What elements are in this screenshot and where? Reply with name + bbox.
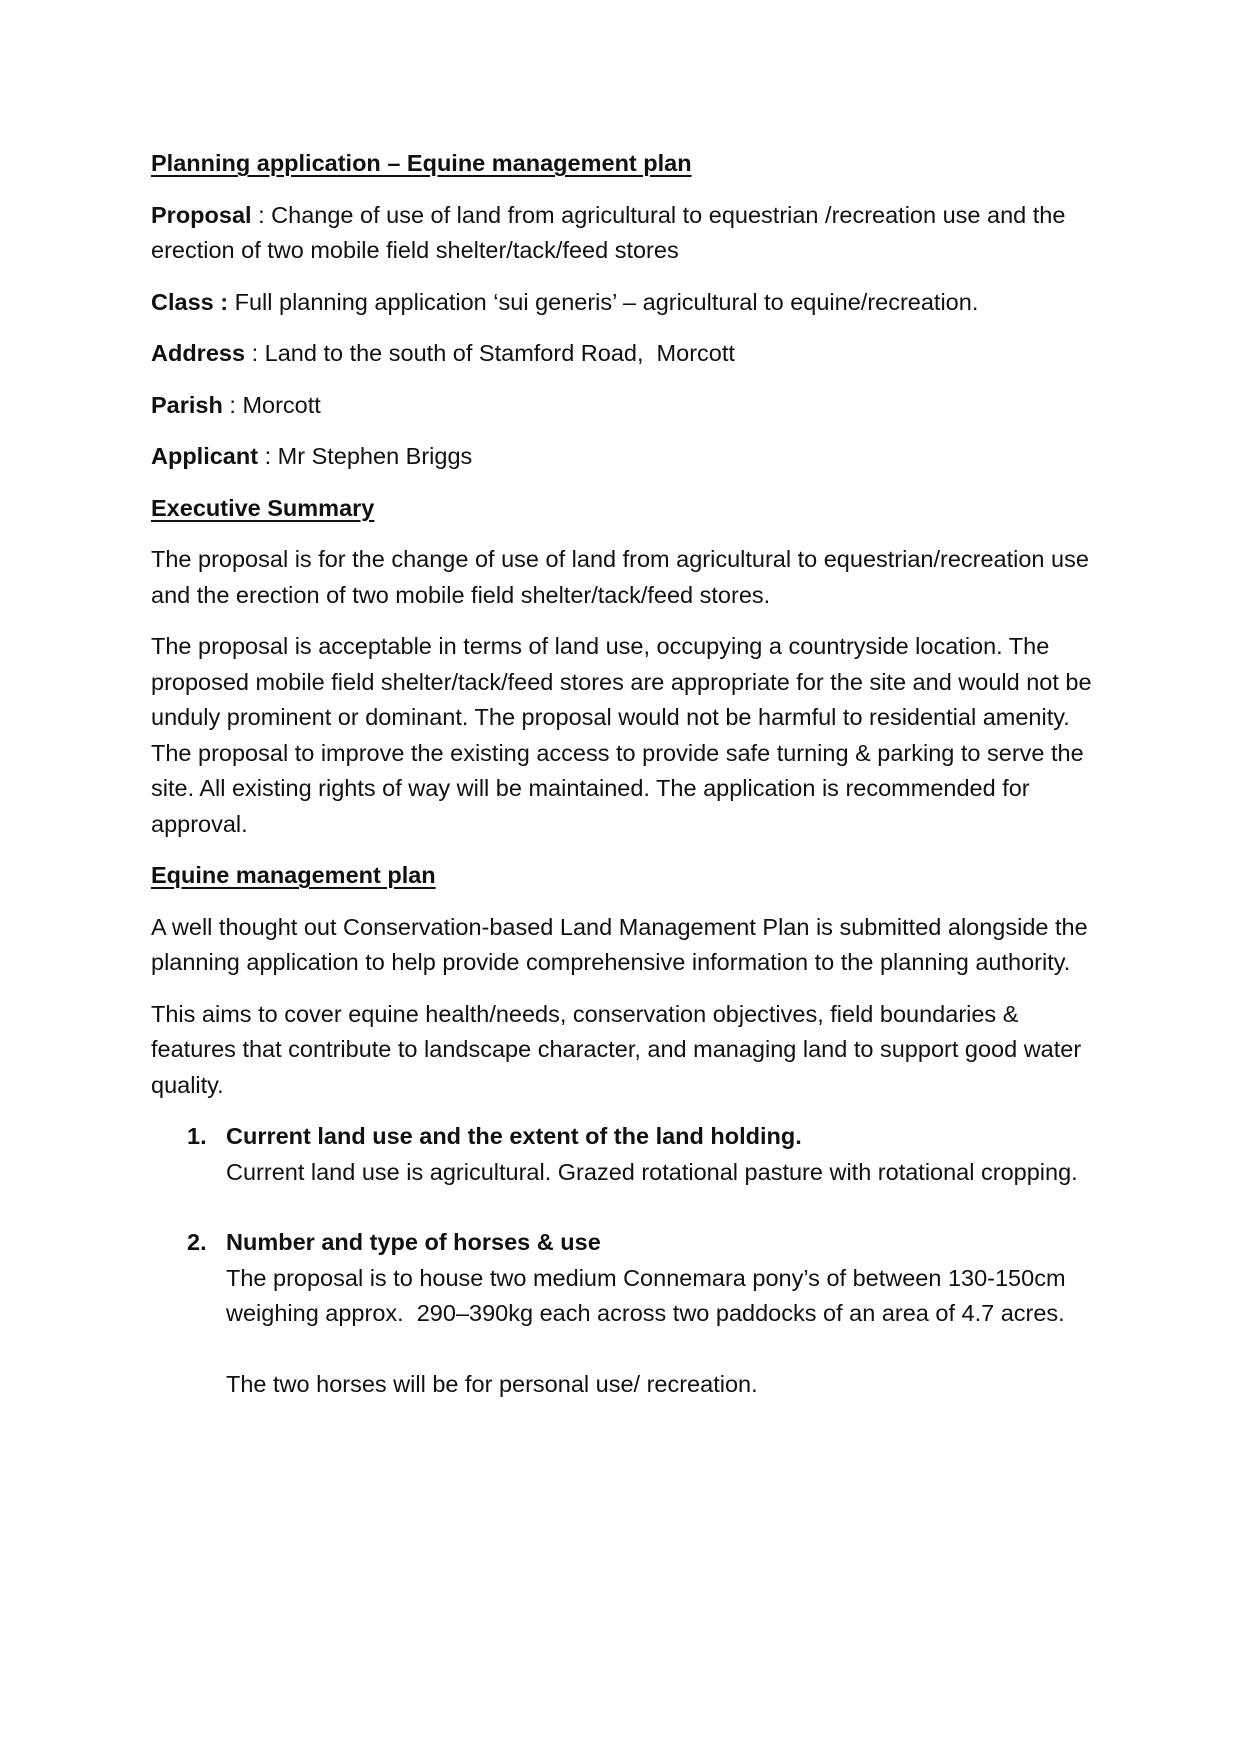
field-address [151, 336, 1096, 372]
field-label: Proposal [151, 201, 252, 228]
field-label: Address [151, 340, 246, 366]
field-value: Change of use of land from agricultural to equestrian /recreation use and the erection of two mobile field shelter/tack/feed stores [151, 201, 1066, 263]
field-separator: : [245, 340, 265, 366]
field-value: Morcott [242, 391, 321, 418]
executive-summary-paragraph: The proposal is for the change of use of land from agricultural to equestrian/recreation use and the erection of two mobile field shelter/tack/feed stores. [151, 546, 1089, 608]
list-item-text: The proposal is to house two medium Connemara pony’s of between 130-150cm weighing approx. 290–390kg each across two paddocks of an area of 4.7 acres. [226, 1264, 1073, 1326]
field-parish [151, 388, 1096, 424]
list-item-number: 2. [187, 1229, 207, 1255]
field-separator: : [251, 201, 272, 228]
field-label: Applicant [151, 443, 259, 469]
executive-summary-heading [151, 491, 1096, 527]
field-class [151, 285, 1096, 321]
list-item [151, 1225, 1096, 1402]
field-separator: : [258, 443, 278, 469]
list-item-title: Current land use and the extent of the land holding. [226, 1123, 802, 1149]
document-title [151, 146, 1096, 182]
field-label: Class : [151, 288, 229, 315]
field-value: Land to the south of Stamford Road, Morcott [264, 340, 735, 366]
list-item-number: 1. [187, 1123, 207, 1149]
field-label: Parish [151, 391, 223, 418]
list-item-extra-text: The two horses will be for personal use/ recreation. [226, 1370, 758, 1397]
numbered-list [151, 1119, 1096, 1402]
section-heading: Executive Summary [151, 494, 375, 521]
management-plan-paragraph: This aims to cover equine health/needs, conservation objectives, field boundaries & features that contribute to landscape character, and managing land to support good water quality. [151, 1000, 1082, 1098]
list-item-spacer [226, 1332, 1096, 1367]
management-plan-heading [151, 858, 1096, 894]
executive-summary-paragraph: The proposal is acceptable in terms of land use, occupying a countryside location. The proposed mobile field shelter/tack/feed stores are appropriate for the site and would not be unduly prominent or dominant. The proposal would not be harmful to residential amenity. The proposal to improve the existing access to provide safe turning & parking to serve the site. All existing rights of way will be maintained. The application is recommended for approval. [151, 633, 1092, 837]
section-heading: Equine management plan [151, 862, 436, 888]
field-value: Full planning application ‘sui generis’ – agricultural to equine/recreation. [234, 288, 979, 315]
field-applicant [151, 439, 1096, 475]
list-item-title: Number and type of horses & use [226, 1229, 601, 1255]
list-item [151, 1119, 1096, 1190]
field-proposal [151, 198, 1096, 269]
field-separator: : [222, 391, 243, 418]
list-item-text: Current land use is agricultural. Grazed rotational pasture with rotational cropping. [226, 1158, 1078, 1185]
management-plan-paragraph: A well thought out Conservation-based Land Management Plan is submitted alongside the planning application to help provide comprehensive information to the planning authority. [151, 913, 1088, 975]
field-value: Mr Stephen Briggs [277, 443, 473, 469]
document-page [151, 146, 1096, 1437]
document-title-text: Planning application – Equine management plan [151, 150, 692, 176]
